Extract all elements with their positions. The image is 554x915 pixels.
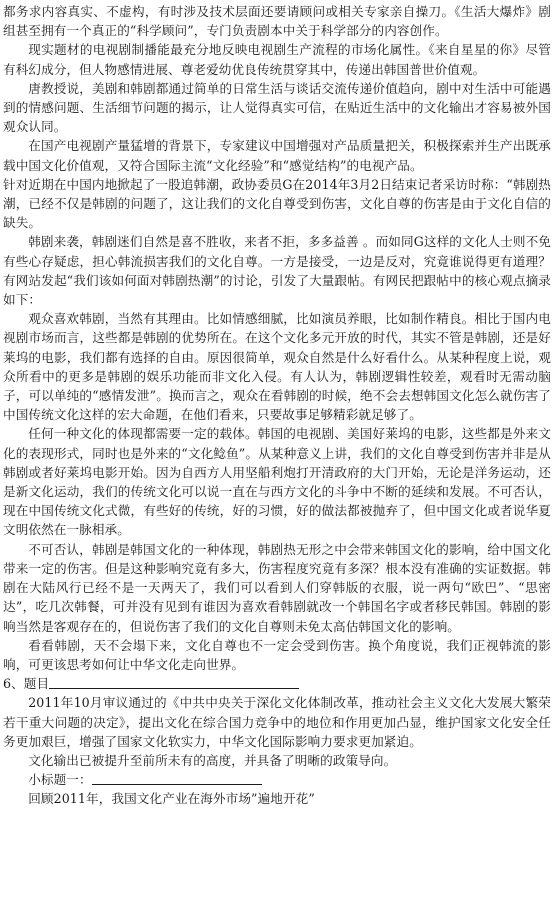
answer-blank[interactable] (49, 675, 299, 689)
paragraph: 任何一种文化的体现都需要一定的载体。韩国的电视剧、美国好莱坞的电影，这些都是外来文化的表现形式，同时也是外来的“文化鲶鱼”。从某种意义上讲，我们的文化自尊受到伤害并非是从韩剧或者好莱坞电影开始。因为自西方人用坚船利炮打开清政府的大门开始，无论是洋务运动，还是新文化运动，我们的传统文化可以说一直在与西方文化的斗争中不断的延续和发展。不可否认，现在中国传统文化式微，有些好的传统，好的习惯，好的做法都被抛弃了，但中国文化或者说华夏文明依然在一脉相承。 (3, 426, 551, 538)
question-passage: 2011年10月审议通过的《中共中央关于深化文化体制改革，推动社会主义文化大发展大繁荣若干重大问题的决定》，提出文化在综合国力竞争中的地位和作用更加凸显，维护国家文化安全任务更加艰巨，增强了国家文化软实力，中华文化国际影响力要求更加紧迫。 (3, 695, 551, 749)
paragraph: 针对近期在中国内地掀起了一股追韩潮，政协委员G在2014年3月2日结束记者采访时称：“韩剧热潮，已经不仅是韩剧的问题了，这让我们的文化自尊受到伤害，文化自尊的伤害是由于文化自信的缺失。 (3, 176, 551, 231)
paragraph: 不可否认，韩剧是韩国文化的一种体现，韩剧热无形之中会带来韩国文化的影响，给中国文化带来一定的伤害。但是这种影响究竟有多大，伤害程度究竟有多深？根本没有准确的实证数据。韩剧在大陆风行已经不是一天两天了，我们可以看到人们穿韩版的衣服，说一两句“欧巴”、“思密达”，吃几次韩餐，可并没有见到有谁因为喜欢看韩剧就改一个韩国名字或者移民韩国。韩剧的影响当然是客观存在的，但说伤害了我们的文化自尊则未免太高估韩国文化的影响。 (3, 541, 551, 634)
paragraph: 韩剧来袭，韩剧迷们自然是喜不胜收，来者不拒，多多益善 。而如同G这样的文化人士则不免有些心存疑虑，担心韩流损害我们的文化自尊。一方是接受，一边是反对，究竟谁说得更有道理？ 有网站发起“我们该如何面对韩剧热潮”的讨论，引发了大量跟帖。有网民把跟帖中的核心观点摘录如下： (3, 234, 551, 308)
paragraph: 现实题材的电视剧制播能最充分地反映电视剧生产流程的市场化属性。《来自星星的你》尽管有科幻成分，但人物感情进展、尊老爱幼优良传统贯穿其中，传递出韩国普世价值观。 (3, 42, 551, 77)
paragraph: 都务求内容真实、不虚构，有时涉及技术层面还要请顾问或相关专家亲自操刀。《生活大爆炸》剧组甚至拥有一个真正的“科学顾问”，专门负责剧本中关于科学部分的内容创作。 (3, 4, 551, 39)
question-number: 6、题目 (3, 676, 50, 692)
subheading-blank[interactable] (92, 771, 262, 785)
paragraph: 唐教授说，美剧和韩剧都通过简单的日常生活与谈话交流传递价值趋向，剧中对生活中可能遇到的情感问题、生活细节问题的揭示，让人觉得真实可信，在贴近生活中的文化输出才容易被外国观众认同。 (3, 80, 551, 135)
paragraph: 观众喜欢韩剧，当然有其理由。比如情感细腻，比如演员养眼，比如制作精良。相比于国内电视剧市场而言，这些都是韩剧的优势所在。在这个文化多元开放的时代，其实不管是韩剧，还是好莱坞的电影，我们都有选择的自由。原因很简单，观众自然是什么好看什么。从某种程度上说，观众所看中的更多是韩剧的娱乐功能而非文化入侵。有人认为，韩剧逻辑性较差，观看时无需动脑子，可以单纯的“感情发泄”。换而言之，观众在看韩剧的时候，绝不会去想韩国文化怎么就伤害了中国传统文化这样的宏大命题，在他们看来，只要故事足够精彩就足够了。 (3, 311, 551, 423)
question-passage: 回顾2011年，我国文化产业在海外市场”遍地开花” (28, 791, 315, 807)
subheading-label: 小标题一： (28, 772, 92, 788)
paragraph: 在国产电视剧产量猛增的背景下，专家建议中国增强对产品质量把关，积极探索并生产出既承载中国文化价值观，又符合国际主流“文化经验”和“感觉结构”的电视产品。 (3, 138, 551, 173)
question-passage: 文化输出已被提升至前所未有的高度，并具备了明晰的政策导向。 (28, 752, 397, 768)
paragraph: 看看韩剧，天不会塌下来，文化自尊也不一定会受到伤害。换个角度说，我们正视韩流的影响，可更该思考如何让中华文化走向世界。 (3, 637, 551, 672)
subheading-line (3, 770, 551, 789)
question-title-line (3, 674, 551, 693)
